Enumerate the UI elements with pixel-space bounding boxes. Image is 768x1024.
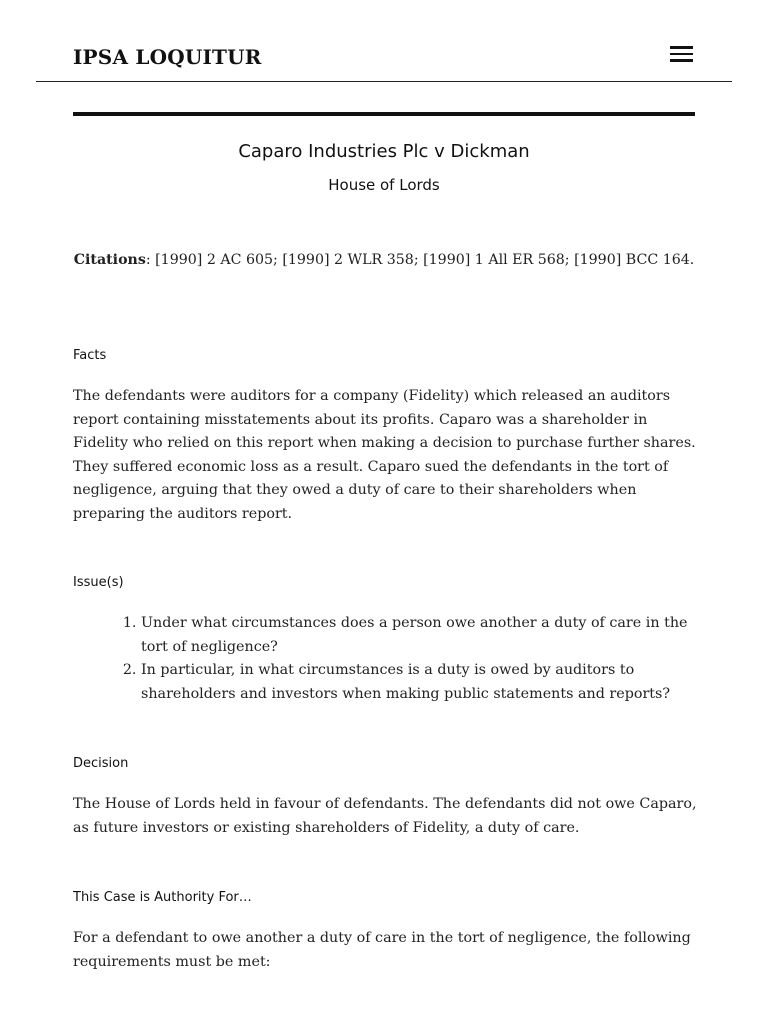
- citations-label: Citations: [73, 252, 146, 268]
- facts-heading: Facts: [73, 348, 107, 363]
- hamburger-menu-icon[interactable]: [670, 46, 694, 66]
- site-header: [36, 0, 732, 82]
- citations: [73, 249, 695, 271]
- decision-heading: Decision: [73, 756, 129, 771]
- title-divider: [73, 112, 695, 116]
- citations-text: : [1990] 2 AC 605; [1990] 2 WLR 358; [1990] 1 All ER 568; [1990] BCC 164.: [145, 252, 695, 268]
- menu-bar: [670, 53, 693, 56]
- authority-heading: This Case is Authority For…: [73, 890, 252, 905]
- issue-item: 2. In particular, in what circumstances is a duty is owed by auditors to shareholders and investors when making public statements and reports?: [141, 659, 701, 706]
- issue-item: 1. Under what circumstances does a person owe another a duty of care in the tort of negligence?: [141, 612, 701, 659]
- facts-text: The defendants were auditors for a company (Fidelity) which released an auditors report containing misstatements about its profits. Caparo was a shareholder in Fidelity who relied on this report when making a decision to purchase further shares. They suffered economic loss as a result. Caparo sued the defendants in the tort of negligence, arguing that they owed a duty of care to their shareholders when preparing the auditors report.: [73, 388, 696, 522]
- case-title: Caparo Industries Plc v Dickman: [238, 141, 530, 162]
- site-title[interactable]: IPSA LOQUITUR: [73, 45, 262, 69]
- issues-heading: Issue(s): [73, 575, 124, 590]
- menu-bar: [670, 59, 693, 62]
- authority-text: For a defendant to owe another a duty of care in the tort of negligence, the following requirements must be met:: [73, 930, 691, 970]
- menu-bar: [670, 46, 693, 49]
- decision-text: The House of Lords held in favour of defendants. The defendants did not owe Caparo, as future investors or existing shareholders of Fidelity, a duty of care.: [73, 796, 697, 836]
- court-name: House of Lords: [328, 176, 440, 194]
- issues-list: [141, 612, 701, 706]
